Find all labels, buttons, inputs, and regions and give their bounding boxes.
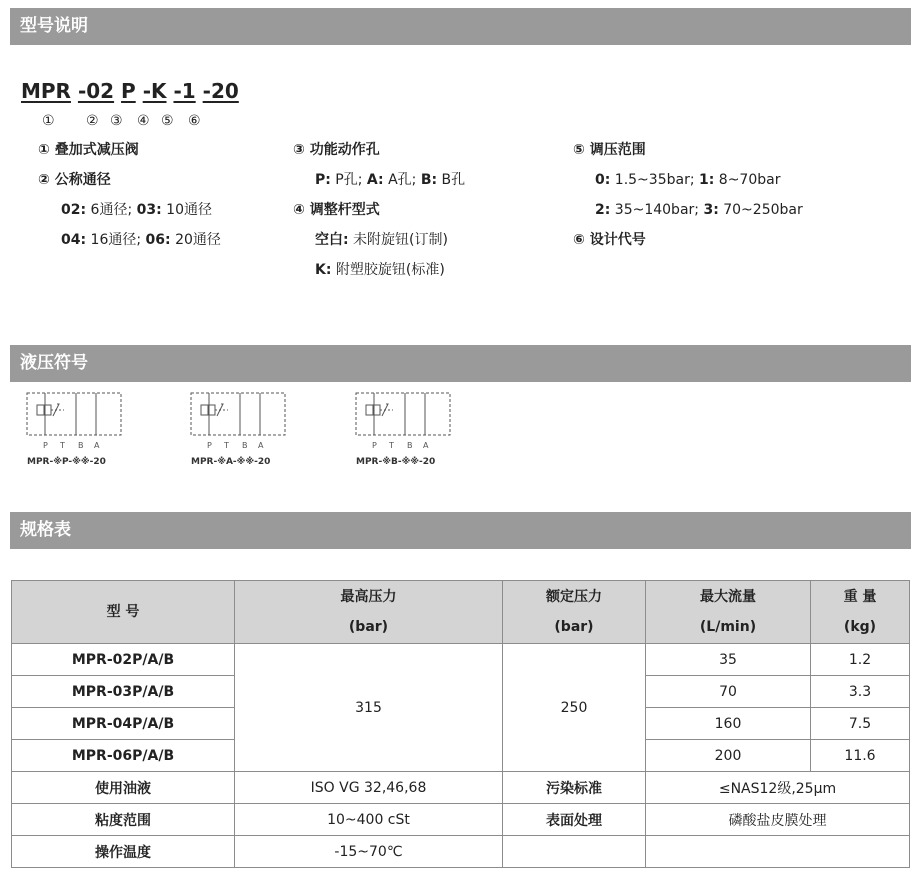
option-line — [61, 231, 221, 249]
option-line — [595, 171, 780, 189]
option-key: 空白: — [315, 232, 349, 248]
cell-flow: 70 — [646, 676, 811, 708]
cell-model: MPR-06P/A/B — [12, 740, 235, 772]
option-value: 8~70bar — [714, 172, 781, 188]
option-key: A: — [366, 172, 384, 188]
model-code-part: P — [121, 79, 136, 103]
option-line — [315, 231, 448, 249]
hydraulic-symbol-a — [188, 390, 308, 470]
hydraulic-symbol-b — [353, 390, 473, 470]
option-key: 0: — [595, 172, 611, 188]
marker-2: ② — [86, 113, 99, 129]
option-value: 70~250bar — [718, 202, 803, 218]
cell-visc-value: 10~400 cSt — [235, 804, 503, 836]
port-label: A — [423, 441, 429, 450]
header-max-flow: 最大流量 (L/min) — [646, 581, 811, 644]
cell-flow: 160 — [646, 708, 811, 740]
cell-surface-label: 表面处理 — [503, 804, 646, 836]
cell-contam-label: 污染标准 — [503, 772, 646, 804]
section-title: 规格表 — [20, 520, 71, 540]
header-rated-pressure: 额定压力 (bar) — [503, 581, 646, 644]
option-value: 1.5~35bar; — [610, 172, 699, 188]
model-code-part: -1 — [173, 79, 196, 103]
cell-flow: 200 — [646, 740, 811, 772]
cell-model: MPR-04P/A/B — [12, 708, 235, 740]
port-label: A — [258, 441, 264, 450]
port-label: T — [60, 441, 65, 450]
marker-3: ③ — [110, 113, 123, 129]
cell-weight: 11.6 — [811, 740, 910, 772]
header-max-pressure: 最高压力 (bar) — [235, 581, 503, 644]
cell-empty — [503, 836, 646, 868]
option-value: A孔; — [383, 172, 421, 188]
table-row — [12, 644, 910, 676]
option-line — [595, 201, 803, 219]
cell-visc-label: 粘度范围 — [12, 804, 235, 836]
option-key: 1: — [699, 172, 715, 188]
option-heading: ② 公称通径 — [38, 172, 111, 188]
marker-4: ④ — [137, 113, 150, 129]
marker-1: ① — [42, 113, 55, 129]
option-key: B: — [420, 172, 438, 188]
port-label: B — [78, 441, 84, 450]
symbol-caption: MPR-※A-※※-20 — [191, 457, 271, 467]
cell-flow: 35 — [646, 644, 811, 676]
option-key: P: — [315, 172, 331, 188]
port-label: A — [94, 441, 100, 450]
cell-max-pressure: 315 — [235, 644, 503, 772]
marker-5: ⑤ — [161, 113, 174, 129]
cell-oil-value: ISO VG 32,46,68 — [235, 772, 503, 804]
option-value: 6通径; — [86, 202, 137, 218]
model-code — [21, 79, 239, 103]
option-heading: ① 叠加式减压阀 — [38, 142, 139, 158]
section-title: 型号说明 — [20, 16, 88, 36]
table-header-row — [12, 581, 910, 644]
option-heading: ⑥ 设计代号 — [573, 232, 646, 248]
port-label: T — [389, 441, 394, 450]
model-code-part: -02 — [77, 79, 115, 103]
section-bar-symbols — [10, 345, 911, 382]
port-label: P — [372, 441, 377, 450]
option-value: B孔 — [437, 172, 466, 188]
option-line — [315, 261, 445, 279]
model-code-part: -20 — [202, 79, 239, 103]
option-value: 10通径 — [161, 202, 212, 218]
symbol-caption: MPR-※B-※※-20 — [356, 457, 436, 467]
option-value: 35~140bar; — [610, 202, 704, 218]
port-label: B — [407, 441, 413, 450]
option-key: 06: — [145, 232, 171, 248]
option-key: 02: — [61, 202, 87, 218]
cell-model: MPR-03P/A/B — [12, 676, 235, 708]
section-bar-model-desc — [10, 8, 911, 45]
header-weight: 重 量 (kg) — [811, 581, 910, 644]
option-key: 03: — [136, 202, 162, 218]
port-label: B — [242, 441, 248, 450]
cell-oil-label: 使用油液 — [12, 772, 235, 804]
option-value: 附塑胶旋钮(标准) — [331, 262, 445, 278]
model-code-part: -K — [142, 79, 167, 103]
port-label: P — [207, 441, 212, 450]
option-key: 2: — [595, 202, 611, 218]
port-label: T — [224, 441, 229, 450]
marker-6: ⑥ — [188, 113, 201, 129]
cell-weight: 3.3 — [811, 676, 910, 708]
cell-contam-value: ≤NAS12级,25μm — [646, 772, 910, 804]
cell-surface-value: 磷酸盐皮膜处理 — [646, 804, 910, 836]
cell-weight: 1.2 — [811, 644, 910, 676]
option-heading: ④ 调整杆型式 — [293, 202, 380, 218]
option-value: P孔; — [330, 172, 367, 188]
symbol-caption: MPR-※P-※※-20 — [27, 457, 106, 467]
option-key: 04: — [61, 232, 87, 248]
header-model: 型 号 — [12, 581, 235, 644]
cell-rated-pressure: 250 — [503, 644, 646, 772]
option-line — [61, 201, 212, 219]
section-bar-spec — [10, 512, 911, 549]
option-key: 3: — [703, 202, 719, 218]
port-label: P — [43, 441, 48, 450]
table-row — [12, 836, 910, 868]
section-title: 液压符号 — [20, 353, 88, 373]
cell-empty — [646, 836, 910, 868]
cell-temp-value: -15~70℃ — [235, 836, 503, 868]
table-row — [12, 804, 910, 836]
cell-temp-label: 操作温度 — [12, 836, 235, 868]
option-heading: ③ 功能动作孔 — [293, 142, 380, 158]
option-line — [315, 171, 465, 189]
model-code-part: MPR — [21, 79, 71, 103]
option-value: 16通径; — [86, 232, 146, 248]
cell-model: MPR-02P/A/B — [12, 644, 235, 676]
option-key: K: — [315, 262, 332, 278]
spec-table — [11, 580, 910, 868]
option-value: 未附旋钮(订制) — [348, 232, 448, 248]
option-heading: ⑤ 调压范围 — [573, 142, 646, 158]
table-row — [12, 772, 910, 804]
option-value: 20通径 — [170, 232, 221, 248]
hydraulic-symbol-p — [24, 390, 144, 470]
cell-weight: 7.5 — [811, 708, 910, 740]
